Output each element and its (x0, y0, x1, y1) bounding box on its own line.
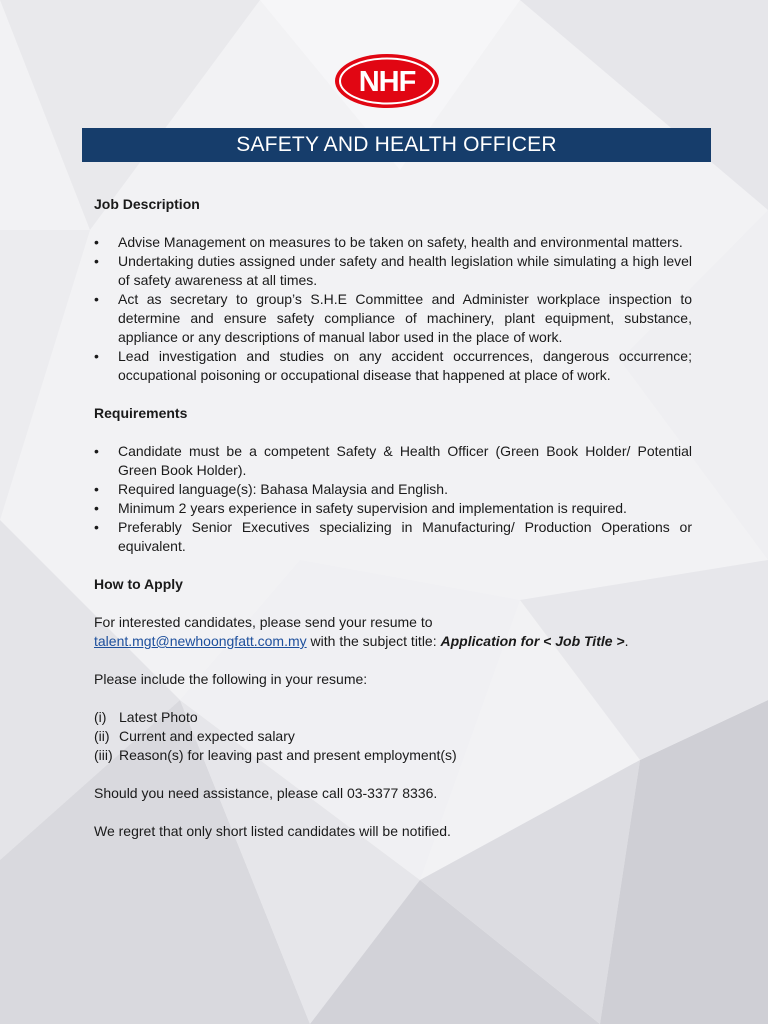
list-item: (i) Latest Photo (94, 709, 198, 725)
list-item: • Minimum 2 years experience in safety supervision and implementation is required. (94, 500, 627, 516)
list-item: (iii) Reason(s) for leaving past and present employment(s) (94, 747, 457, 763)
list-item: • Undertaking duties assigned under safety and health legislation while simulating a high level of safety awareness at all times. (94, 253, 692, 288)
page-title: SAFETY AND HEALTH OFFICER (236, 133, 557, 156)
include-line: Please include the following in your resume: (94, 671, 368, 687)
logo-text: NHF (358, 66, 416, 98)
content (94, 195, 692, 841)
nhf-logo (333, 52, 441, 110)
title-bar (82, 128, 711, 162)
how-to-apply-heading: How to Apply (94, 576, 183, 592)
requirements-heading: Requirements (94, 405, 188, 421)
email-link[interactable]: talent.mgt@newhoongfatt.com.my (94, 633, 307, 649)
requirements-list (94, 442, 692, 556)
list-item: • Advise Management on measures to be taken on safety, health and environmental matters. (94, 234, 683, 250)
list-item: (ii) Current and expected salary (94, 728, 295, 744)
list-item: • Required language(s): Bahasa Malaysia and English. (94, 481, 448, 497)
list-item: • Candidate must be a competent Safety & Health Officer (Green Book Holder/ Potential Green Book Holder). (94, 443, 692, 478)
apply-intro: For interested candidates, please send your resume to (94, 614, 433, 630)
apply-email-line: talent.mgt@newhoongfatt.com.my with the subject title: Application for < Job Title >. (94, 633, 629, 649)
list-item: • Act as secretary to group’s S.H.E Committee and Administer workplace inspection to determine and ensure safety compliance of machinery, plant equipment, substance, appliance or any descriptions of manual labor used in the place of work. (94, 291, 692, 345)
subject-title: Application for < Job Title > (440, 633, 625, 649)
assistance-line: Should you need assistance, please call 03-3377 8336. (94, 785, 438, 801)
job-description-heading: Job Description (94, 196, 200, 212)
job-description-list (94, 233, 692, 385)
list-item: • Lead investigation and studies on any accident occurrences, dangerous occurrence; occupational poisoning or occupational disease that happened at place of work. (94, 348, 692, 383)
regret-line: We regret that only short listed candidates will be notified. (94, 823, 451, 839)
list-item: • Preferably Senior Executives specializing in Manufacturing/ Production Operations or equivalent. (94, 519, 692, 554)
